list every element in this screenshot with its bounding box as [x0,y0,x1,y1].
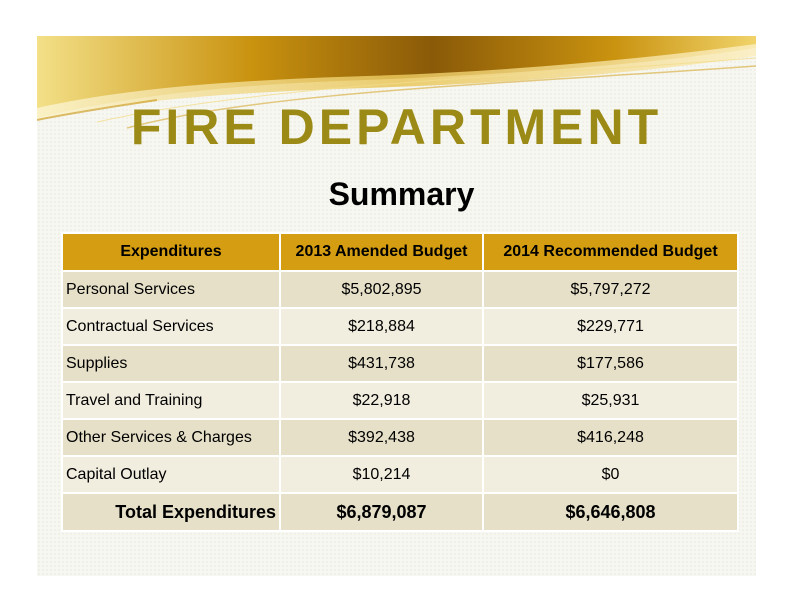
budget-summary-table [61,232,739,532]
table-row [62,456,738,493]
amended-2013-value: $431,738 [280,345,483,382]
amended-2013-value: $218,884 [280,308,483,345]
recommended-2014-value: $0 [483,456,738,493]
amended-2013-value: $22,918 [280,382,483,419]
table-row [62,271,738,308]
total-label: Total Expenditures [62,493,280,531]
column-header-2013-amended: 2013 Amended Budget [280,233,483,271]
expenditure-label: Capital Outlay [62,456,280,493]
amended-2013-value: $392,438 [280,419,483,456]
table-row [62,382,738,419]
amended-2013-value: $5,802,895 [280,271,483,308]
recommended-2014-value: $25,931 [483,382,738,419]
table-row [62,345,738,382]
recommended-2014-value: $229,771 [483,308,738,345]
amended-2013-value: $10,214 [280,456,483,493]
column-header-2014-recommended: 2014 Recommended Budget [483,233,738,271]
total-recommended-2014-value: $6,646,808 [483,493,738,531]
table-row [62,308,738,345]
slide [37,36,756,576]
expenditure-label: Personal Services [62,271,280,308]
page-subtitle: Summary [328,176,475,212]
recommended-2014-value: $177,586 [483,345,738,382]
table-row [62,419,738,456]
column-header-expenditures: Expenditures [62,233,280,271]
recommended-2014-value: $5,797,272 [483,271,738,308]
total-amended-2013-value: $6,879,087 [280,493,483,531]
recommended-2014-value: $416,248 [483,419,738,456]
total-row [62,493,738,531]
expenditure-label: Contractual Services [62,308,280,345]
table-header-row [62,233,738,271]
expenditure-label: Supplies [62,345,280,382]
expenditure-label: Travel and Training [62,382,280,419]
expenditure-label: Other Services & Charges [62,419,280,456]
page-title: FIRE DEPARTMENT [130,99,663,155]
